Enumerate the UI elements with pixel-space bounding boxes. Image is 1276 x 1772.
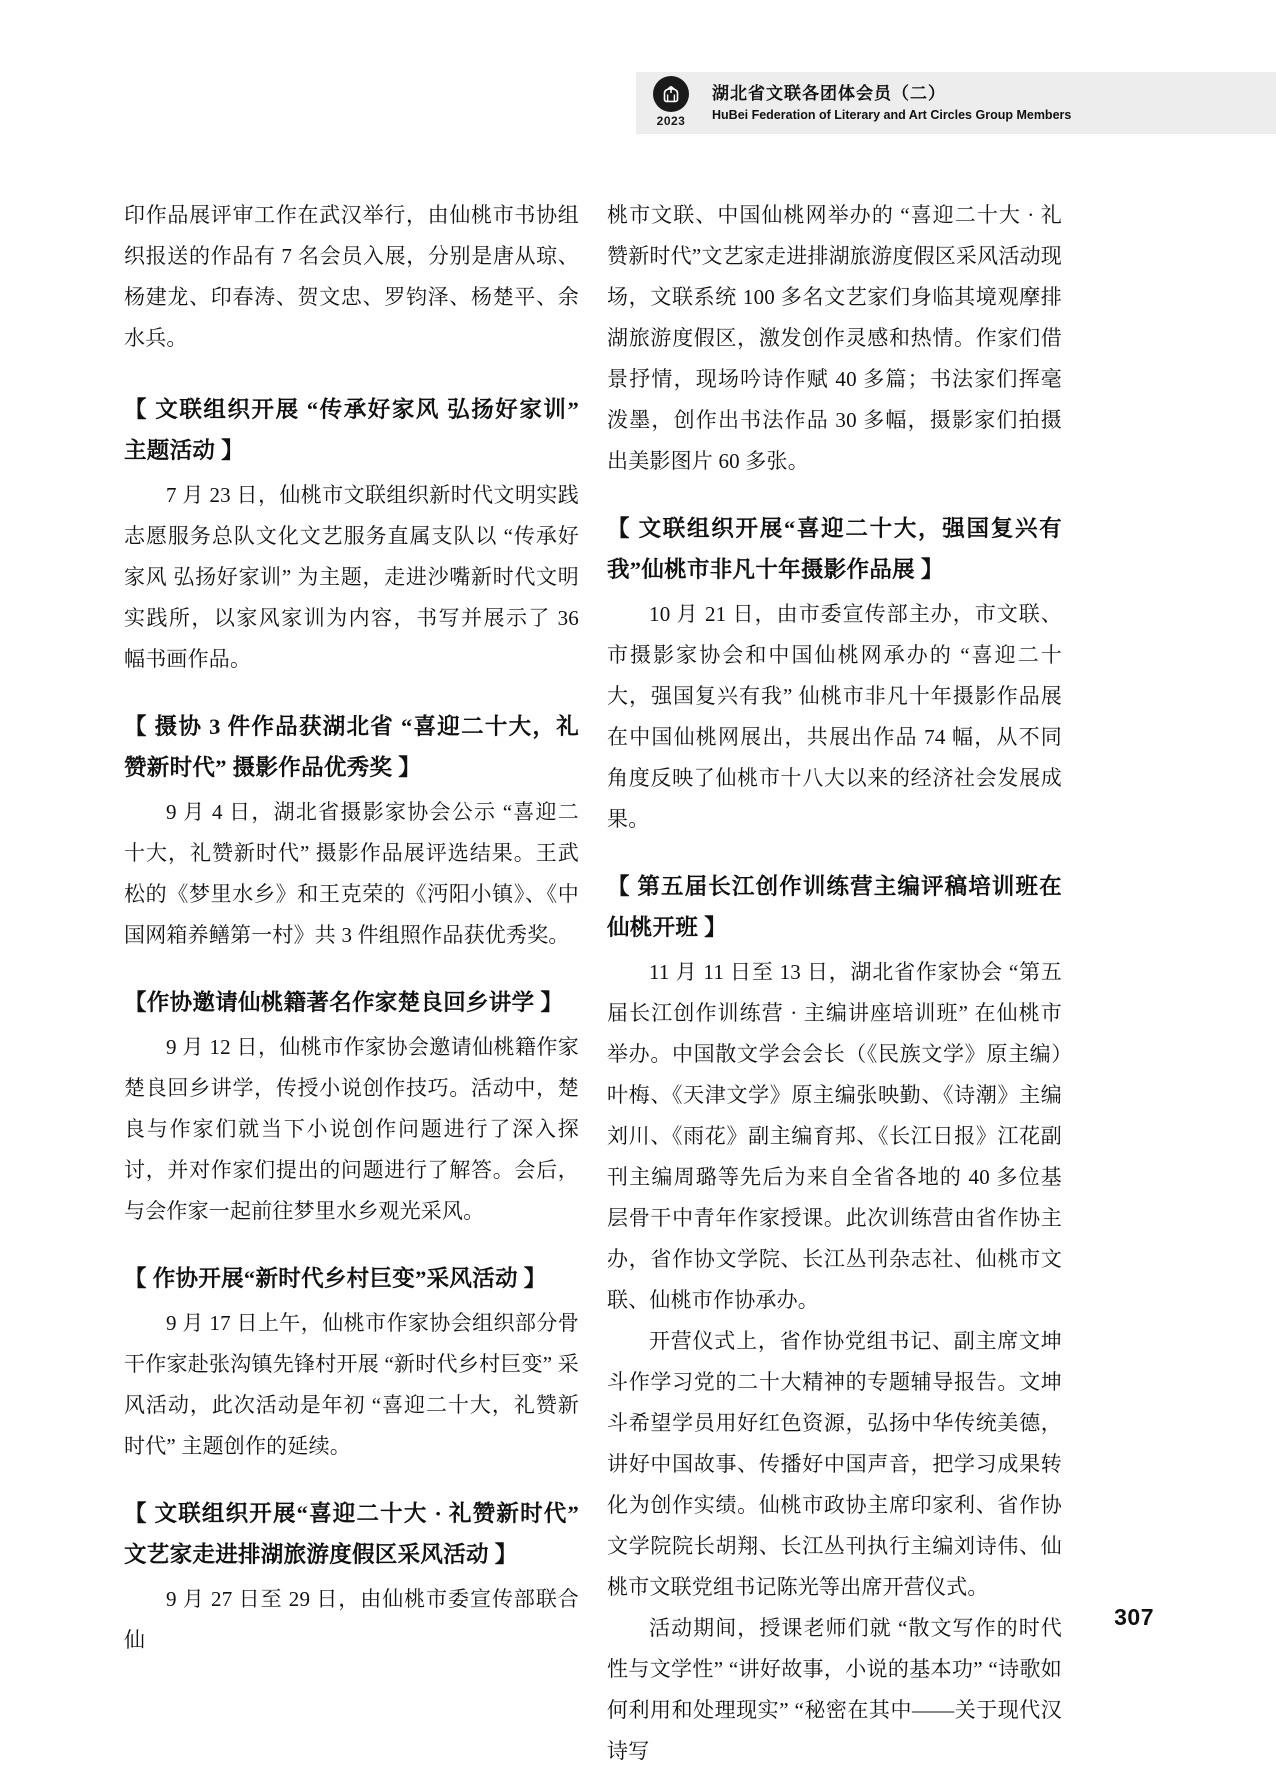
paragraph-continued: 桃市文联、中国仙桃网举办的 “喜迎二十大 · 礼赞新时代”文艺家走进排湖旅游度假区采风活动现场，文联系统 100 多名文艺家们身临其境观摩排湖旅游度假区，激发创作灵感和热情。作家们借景抒情，现场吟诗作赋 40 多篇；书法家们挥毫泼墨，创作出书法作品 30 多幅，摄影家们拍摄出美影图片 60 多张。 xyxy=(607,203,1062,473)
section-heading-3: 【作协邀请仙桃籍著名作家楚良回乡讲学 】 xyxy=(124,990,564,1015)
section-body-2: 9 月 4 日，湖北省摄影家协会公示 “喜迎二十大，礼赞新时代” 摄影作品展评选结果。王武松的《梦里水乡》和王克荣的《沔阳小镇》、《中国网箱养鳝第一村》共 3 件组照作品获优秀奖。 xyxy=(124,800,579,947)
header-logo xyxy=(636,72,706,134)
section-body-7a: 11 月 11 日至 13 日，湖北省作家协会 “第五届长江创作训练营 · 主编讲座培训班” 在仙桃市举办。中国散文学会会长（《民族文学》原主编）叶梅、《天津文学》原主编张映勤、《诗潮》主编刘川、《雨花》副主编育邦、《长江日报》江花副刊主编周璐等先后为来自全省各地的 40 多位基层骨干中青年作家授课。此次训练营由省作协主办，省作协文学院、长江丛刊杂志社、仙桃市文联、仙桃市作协承办。 xyxy=(607,960,1062,1312)
section-heading-4: 【 作协开展“新时代乡村巨变”采风活动 】 xyxy=(124,1266,547,1291)
header-year: 2023 xyxy=(656,114,686,128)
header-title-en: HuBei Federation of Literary and Art Circles Group Members xyxy=(712,107,1072,122)
section-heading-1: 【 文联组织开展 “传承好家风 弘扬好家训” 主题活动 】 xyxy=(124,397,579,463)
section-body-5: 9 月 27 日至 29 日，由仙桃市委宣传部联合仙 xyxy=(124,1587,579,1652)
section-heading-2: 【 摄协 3 件作品获湖北省 “喜迎二十大，礼赞新时代” 摄影作品优秀奖 】 xyxy=(124,714,579,780)
section-body-6: 10 月 21 日，由市委宣传部主办，市文联、市摄影家协会和中国仙桃网承办的 “喜迎二十大，强国复兴有我” 仙桃市非凡十年摄影作品展在中国仙桃网展出，共展出作品 74 幅，从不同角度反映了仙桃市十八大以来的经济社会发展成果。 xyxy=(607,602,1062,831)
header-title-cn: 湖北省文联各团体会员（二） xyxy=(712,83,946,103)
section-body-1: 7 月 23 日，仙桃市文联组织新时代文明实践志愿服务总队文化文艺服务直属支队以 “传承好家风 弘扬好家训” 为主题，走进沙嘴新时代文明实践所，以家风家训为内容，书写并展示了 36 幅书画作品。 xyxy=(124,483,579,671)
section-heading-5: 【 文联组织开展“喜迎二十大 · 礼赞新时代” 文艺家走进排湖旅游度假区采风活动 】 xyxy=(124,1501,579,1567)
antenna-circle-logo-icon xyxy=(653,76,689,112)
section-body-7c: 活动期间，授课老师们就 “散文写作的时代性与文学性” “讲好故事，小说的基本功” “诗歌如何利用和处理现实” “秘密在其中——关于现代汉诗写 xyxy=(607,1616,1062,1763)
page-number: 307 xyxy=(1114,1604,1154,1630)
section-heading-6: 【 文联组织开展“喜迎二十大，强国复兴有我”仙桃市非凡十年摄影作品展 】 xyxy=(607,516,1062,582)
section-body-4: 9 月 17 日上午，仙桃市作家协会组织部分骨干作家赴张沟镇先锋村开展 “新时代乡村巨变” 采风活动，此次活动是年初 “喜迎二十大，礼赞新时代” 主题创作的延续。 xyxy=(124,1311,579,1458)
section-body-7b: 开营仪式上，省作协党组书记、副主席文坤斗作学习党的二十大精神的专题辅导报告。文坤斗希望学员用好红色资源，弘扬中华传统美德，讲好中国故事、传播好中国声音，把学习成果转化为创作实绩。仙桃市政协主席印家利、省作协文学院院长胡翔、长江丛刊执行主编刘诗伟、仙桃市文联党组书记陈光等出席开营仪式。 xyxy=(607,1329,1062,1599)
left-column xyxy=(124,195,579,1661)
paragraph-intro: 印作品展评审工作在武汉举行，由仙桃市书协组织报送的作品有 7 名会员入展，分别是唐从琼、杨建龙、印春涛、贺文忠、罗钧泽、杨楚平、余水兵。 xyxy=(124,203,579,350)
page-header xyxy=(636,72,1276,134)
header-title-block xyxy=(706,83,1071,123)
right-column xyxy=(607,195,1062,1772)
section-heading-7: 【 第五届长江创作训练营主编评稿培训班在仙桃开班 】 xyxy=(607,874,1062,940)
section-body-3: 9 月 12 日，仙桃市作家协会邀请仙桃籍作家楚良回乡讲学，传授小说创作技巧。活动中，楚良与作家们就当下小说创作问题进行了深入探讨，并对作家们提出的问题进行了解答。会后，与会作家一起前往梦里水乡观光采风。 xyxy=(124,1035,579,1223)
